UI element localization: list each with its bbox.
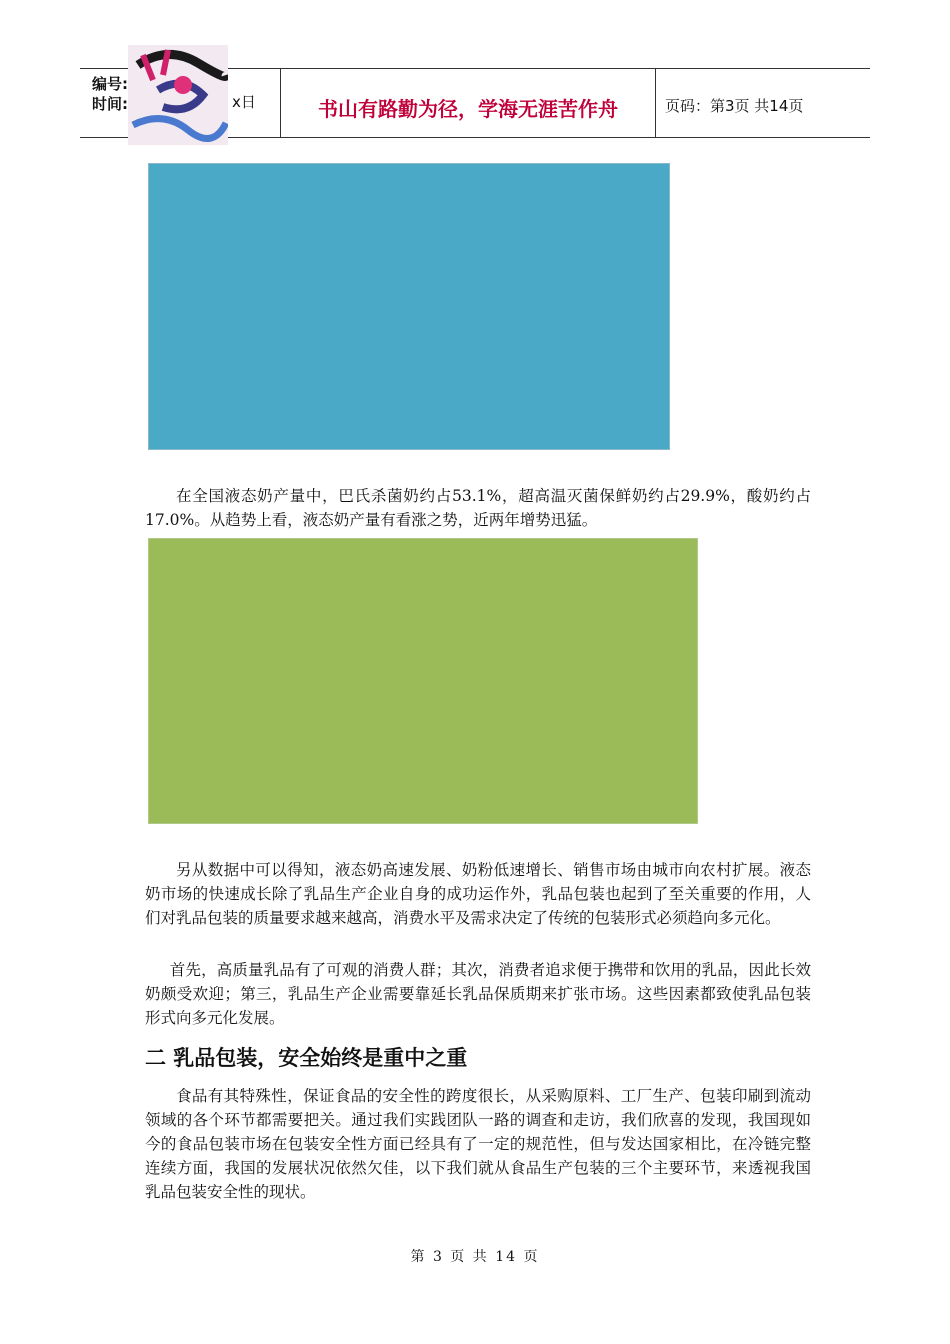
page-footer: 第 3 页 共 14 页 — [410, 1249, 540, 1265]
paragraph-2: 另从数据中可以得知，液态奶高速发展、奶粉低速增长、销售市场由城市向农村扩展。液态奶市场的快速成长除了乳品生产企业自身的成功运作外，乳品包装也起到了至关重要的作用，人们对乳品包装的质量要求越来越高，消费水平及需求决定了传统的包装形式必须趋向多元化。 — [145, 861, 811, 927]
page-header — [80, 68, 870, 138]
header-page-cell — [655, 69, 870, 137]
figure-placeholder-green — [148, 538, 698, 824]
header-motto-cell — [280, 69, 656, 137]
paragraph-3: 首先，高质量乳品有了可观的消费人群；其次，消费者追求便于携带和饮用的乳品，因此长效奶颇受欢迎；第三，乳品生产企业需要靠延长乳品保质期来扩张市场。这些因素都致使乳品包装形式向多元化发展。 — [145, 961, 811, 1027]
paragraph-4: 食品有其特殊性，保证食品的安全性的跨度很长，从采购原料、工厂生产、包装印刷到流动领域的各个环节都需要把关。通过我们实践团队一路的调查和走访，我们欣喜的发现，我国现如今的食品包装市场在包装安全性方面已经具有了一定的规范性，但与发达国家相比，在冷链完整连续方面，我国的发展状况依然欠佳，以下我们就从食品生产包装的三个主要环节，来透视我国乳品包装安全性的现状。 — [145, 1087, 811, 1201]
section-title: 二 乳品包装，安全始终是重中之重 — [145, 1046, 468, 1070]
number-label: 编号: — [92, 75, 128, 93]
date-suffix: x日 — [232, 93, 256, 111]
header-meta — [80, 69, 280, 137]
page-info: 页码：第3页 共14页 — [665, 97, 804, 115]
paragraph-1: 在全国液态奶产量中，巴氏杀菌奶约占53.1%，超高温灭菌保鲜奶约占29.9%，酸奶约占17.0%。从趋势上看，液态奶产量有看涨之势，近两年增势迅猛。 — [145, 487, 811, 529]
motto-text: 书山有路勤为径，学海无涯苦作舟 — [318, 97, 618, 121]
time-label: 时间: — [92, 95, 128, 113]
figure-placeholder-blue — [148, 163, 670, 450]
logo-image — [128, 45, 228, 145]
